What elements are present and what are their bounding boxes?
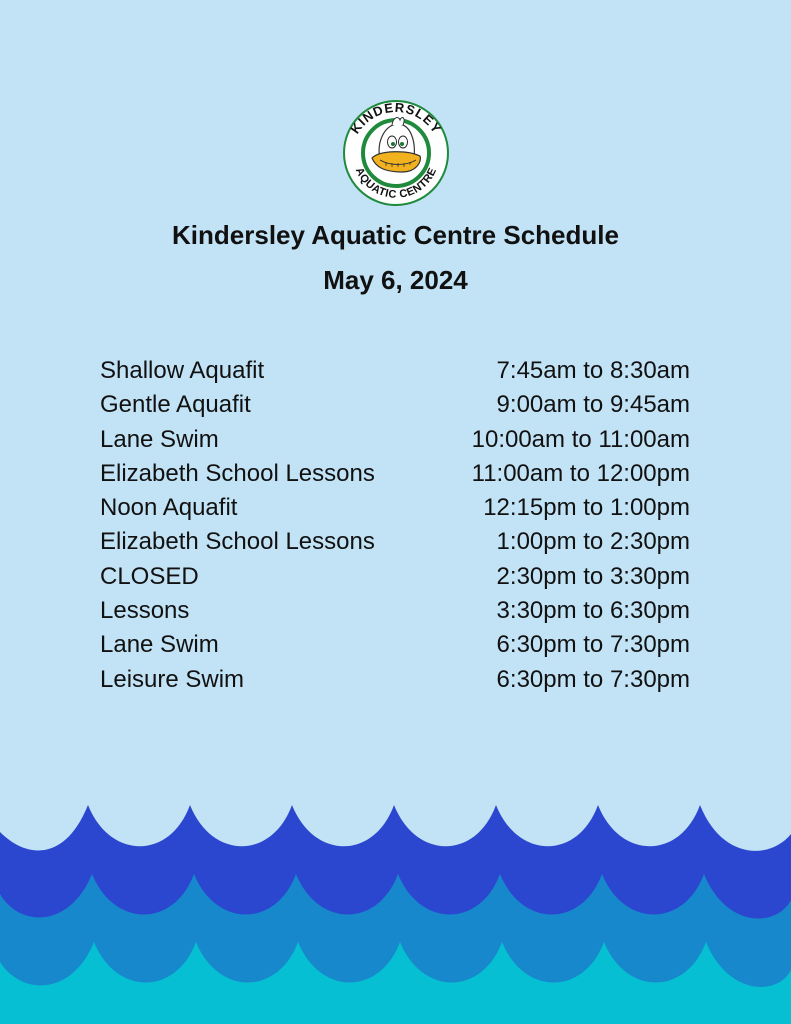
activity-time: 7:45am to 8:30am <box>496 357 690 384</box>
schedule-date: May 6, 2024 <box>323 265 468 295</box>
schedule-row <box>100 423 690 457</box>
activity-name: Gentle Aquafit <box>100 391 251 419</box>
decorative-waves <box>0 800 791 1024</box>
activity-name: Shallow Aquafit <box>100 357 265 384</box>
activity-time: 12:15pm to 1:00pm <box>483 494 690 522</box>
activity-time: 6:30pm to 7:30pm <box>496 665 690 693</box>
activity-name: Lessons <box>100 597 190 625</box>
activity-time: 9:00am to 9:45am <box>496 391 690 419</box>
logo-bottom-text: AQUATIC CENTRE <box>352 165 440 201</box>
schedule-row <box>100 525 690 559</box>
kindersley-aquatic-centre-logo <box>336 100 456 206</box>
activity-name: Elizabeth School Lessons <box>100 528 375 556</box>
activity-name: Lane Swim <box>100 631 219 659</box>
activity-time: 2:30pm to 3:30pm <box>496 562 690 590</box>
activity-name: Leisure Swim <box>100 665 245 693</box>
activity-name: Lane Swim <box>100 425 219 453</box>
schedule-row <box>100 560 690 594</box>
activity-name: Noon Aquafit <box>100 494 238 522</box>
schedule-list <box>100 354 690 697</box>
activity-name: Elizabeth School Lessons <box>100 459 375 487</box>
schedule-row <box>100 354 690 388</box>
activity-name: CLOSED <box>100 562 199 590</box>
schedule-row <box>100 491 690 525</box>
logo-top-text: KINDERSLEY <box>347 100 445 137</box>
page-title: Kindersley Aquatic Centre Schedule <box>172 220 619 250</box>
schedule-row <box>100 663 690 697</box>
schedule-row <box>100 457 690 491</box>
schedule-row <box>100 388 690 422</box>
activity-time: 1:00pm to 2:30pm <box>496 528 690 556</box>
schedule-row <box>100 594 690 628</box>
activity-time: 10:00am to 11:00am <box>471 425 690 453</box>
activity-time: 6:30pm to 7:30pm <box>496 631 690 659</box>
activity-time: 3:30pm to 6:30pm <box>496 597 690 625</box>
activity-time: 11:00am to 12:00pm <box>471 459 690 487</box>
schedule-row <box>100 628 690 662</box>
